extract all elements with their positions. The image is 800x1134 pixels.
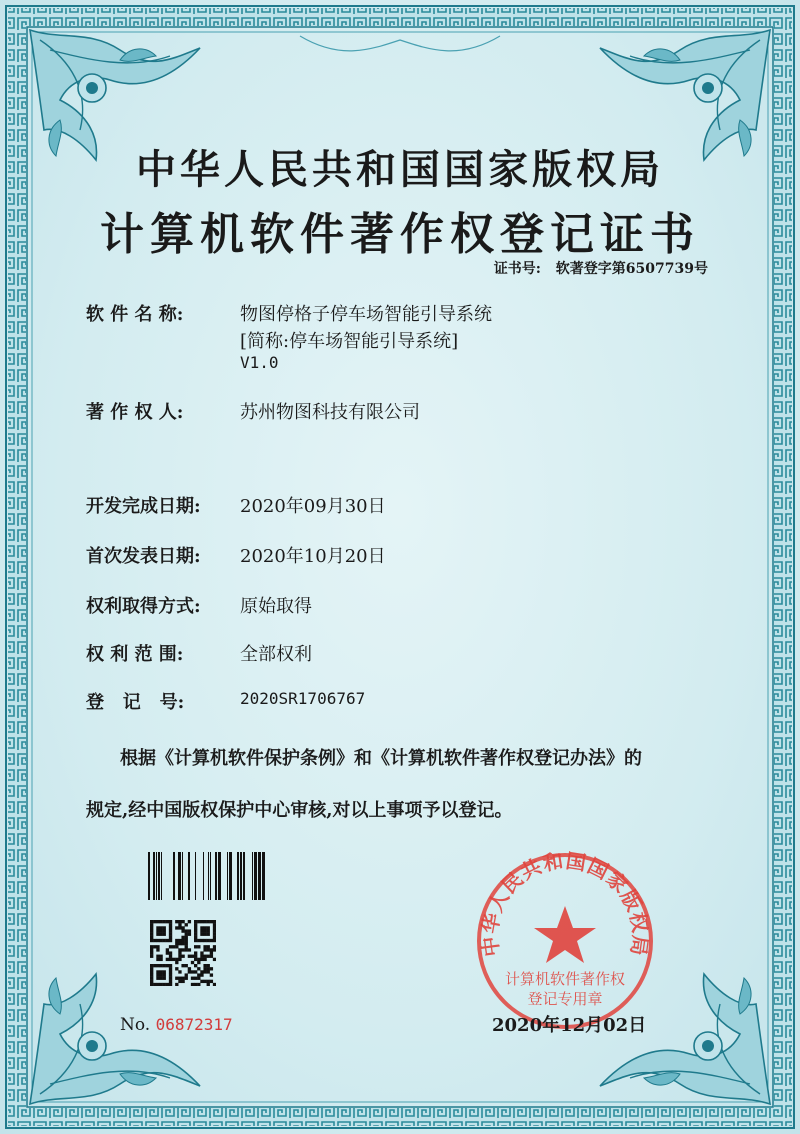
field-value-rights-scope: 全部权利 (240, 644, 312, 665)
official-seal (470, 846, 660, 1036)
seal-outer-text: 中华人民共和国国家版权局 (477, 848, 653, 958)
certificate-number-value: 软著登字第6507739号 (555, 261, 708, 277)
field-label-acquisition-method: 权利取得方式: (86, 596, 201, 617)
field-label-rights-scope: 权 利 范 围: (86, 644, 184, 665)
field-value-publish-date: 2020年10月20日 (240, 546, 386, 567)
field-value-copyright-owner: 苏州物图科技有限公司 (240, 402, 420, 423)
field-label-registration-number: 登 记 号: (86, 692, 185, 713)
certificate-number-label: 证书号: (493, 261, 541, 277)
field-label-completion-date: 开发完成日期: (86, 496, 201, 517)
field-value-software-name: 物图停格子停车场智能引导系统 (240, 304, 492, 325)
issue-date: 2020年12月02日 (492, 1015, 647, 1036)
barcode-image (148, 852, 268, 900)
field-value-completion-date: 2020年09月30日 (240, 496, 386, 517)
field-label-software-name: 软 件 名 称: (86, 304, 184, 325)
field-value-software-short-name: [简称:停车场智能引导系统] (240, 331, 459, 352)
seal-inner-line-2: 登记专用章 (527, 990, 603, 1008)
field-value-software-version: V1.0 (240, 353, 279, 372)
statement-line-2: 规定,经中国版权保护中心审核,对以上事项予以登记。 (86, 800, 513, 821)
serial-number (120, 1015, 233, 1035)
seal-star-icon (534, 906, 596, 963)
serial-number-value: 06872317 (155, 1015, 233, 1034)
seal-inner-line-1: 计算机软件著作权 (504, 970, 626, 988)
issuer-title: 中华人民共和国国家版权局 (136, 146, 664, 193)
field-value-registration-number: 2020SR1706767 (240, 689, 366, 708)
qr-code-image (150, 920, 216, 986)
field-label-copyright-owner: 著 作 权 人: (86, 402, 184, 423)
certificate-number (494, 258, 708, 278)
field-label-publish-date: 首次发表日期: (86, 546, 201, 567)
statement-line-1: 根据《计算机软件保护条例》和《计算机软件著作权登记办法》的 (120, 748, 642, 769)
certificate-title: 计算机软件著作权登记证书 (100, 209, 700, 260)
serial-number-label: No. (120, 1015, 151, 1035)
field-value-acquisition-method: 原始取得 (240, 596, 312, 617)
